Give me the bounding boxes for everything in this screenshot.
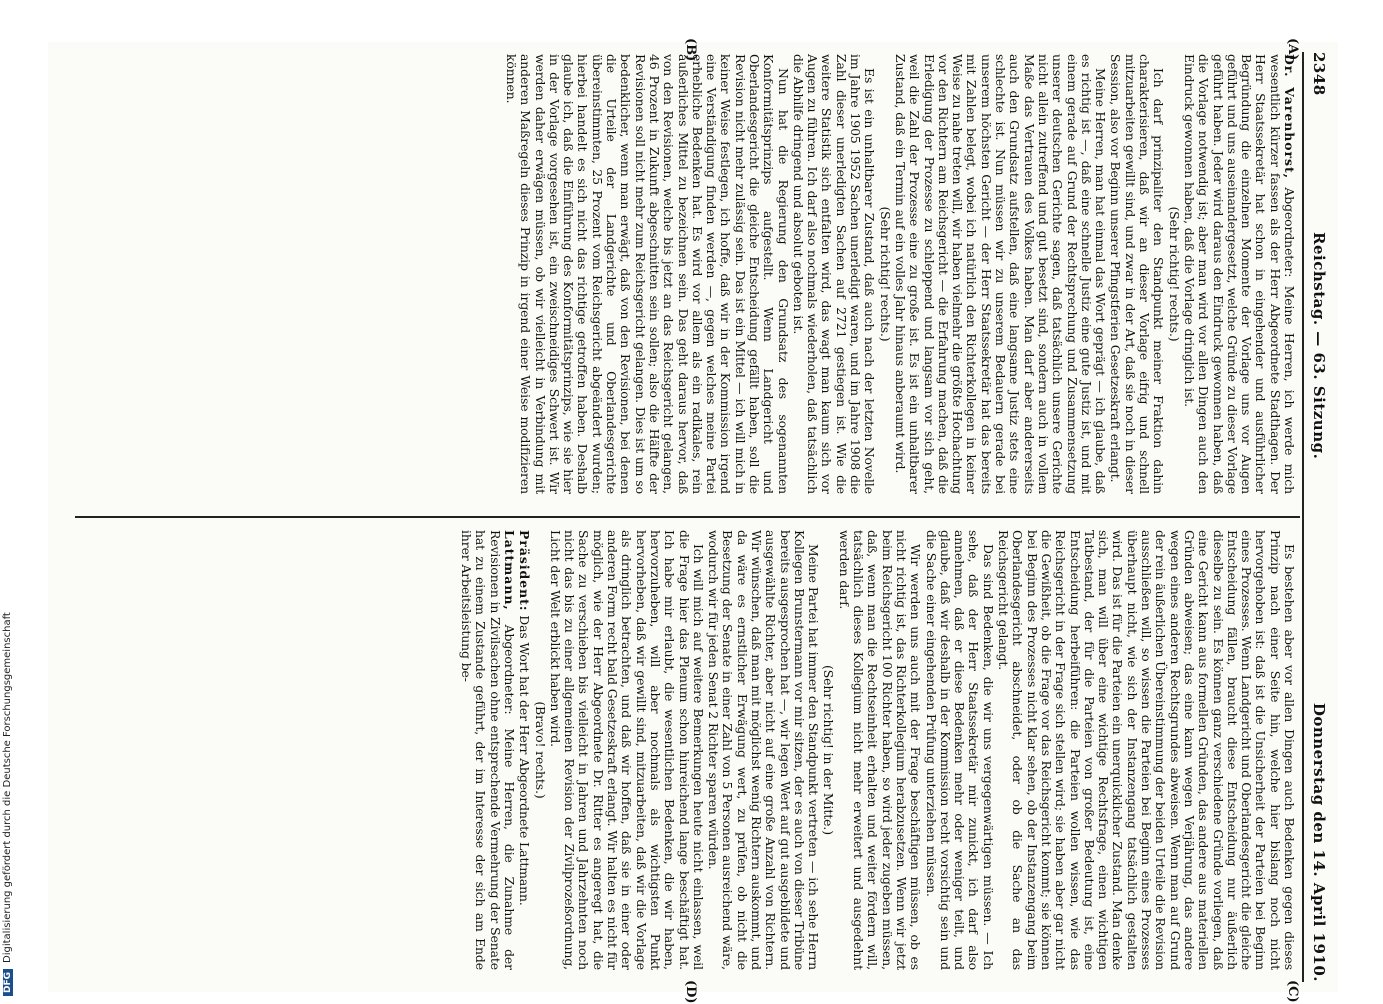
paragraph: Es bestehen aber vor allen Dingen auch Bedenken gegen dieses Prinzip nach einer Seite hin, welche hier bislang noch nicht hervorgehoben ist: daß ist die Unsicherheit der Parteien bei Beginn eines Prozesses. Wenn Landgericht und Oberlandesgericht die gleiche Entscheidung fällen, braucht diese Entscheidung nur äußerlich dieselbe zu sein. Es können ganz verschiedene Gründe vorliegen, daß eine Gericht kann aus formellen Gründen, das andere aus materiellen Gründen abweisen; das eine kann wegen Verjährung, das andere wegen eines anderen Rechtsgrundes abweisen. Wenn man auf Grund der rein äußerlichen Übereinstimmung der beiden Urteile die Revision ausschließen will, so wissen die Parteien bei Beginn eines Prozesses überhaupt nicht, wie sich der Instanzengang tatsächlich gestalten wird. Das ist für die Parteien ein unerquicklicher Zustand. Man denke sich, man will über eine wichtige Rechtsfrage, einen wichtigen Tatbestand, der für die Parteien von großer Bedeutung ist, eine Entscheidung herbeiführen: die Parteien wollen wissen, wie das Reichsgericht in der Frage sich stellen wird; sie haben aber gar nicht die Gewißheit, ob die Frage vor das Reichsgericht kommt; sie können bei Beginn des Prozesses nicht klar sehen, ob der Instanzengang beim Oberlandesgericht abschneidet, oder ob die Sache an das Reichsgericht gelangt. (996, 530, 1297, 970)
paragraph: Meine Partei hat immer den Standpunkt vertreten — ich sehe Herrn Kollegen Brunstermann vor mir sitzen, der es auch von dieser Tribüne bereits ausgesprochen hat —, wir legen Wert auf gut ausgebildete und ausgewählte Richter, aber nicht auf eine große Anzahl von Richtern. Wir wünschen, daß man mit möglichst wenig Richtern auskommt, und da wäre es ernstlicher Erwägung wert, zu prüfen, ob nicht die Besetzung der Senate in einer Zahl von 5 Personen ausreichend wäre, wodurch wir für jeden Senat 2 Richter sparen würden. (706, 530, 822, 970)
margin-marker-b: (B) (683, 38, 698, 62)
margin-marker-c: (C) (1285, 980, 1300, 1003)
credit-text: Digitalisierung gefördert durch die Deutsche Forschungsgemeinschaft (2, 612, 13, 963)
rotated-page-content (48, 38, 1338, 1004)
scanned-page (48, 38, 1338, 1004)
interjection: (Sehr richtig! in der Mitte.) (821, 665, 837, 835)
speaker-name: Lattmann, (501, 530, 517, 611)
left-column (503, 54, 1296, 494)
speech-text: Abgeordneter: Meine Herren, die Zunahme der Revisionen in Zivilsachen ohne entsprechende Vermehrung der Senate hat zu einem Zustande geführt, der im Interesse der sich am Ende ihrer Arbeitsleistung be- (459, 530, 517, 970)
speech-text: Das Wort hat der Herr Abgeordnete Lattmann. (517, 611, 533, 906)
speaker-name: Präsident: (517, 530, 533, 612)
margin-marker-d: (D) (683, 980, 698, 1004)
speaker-paragraph (1182, 54, 1296, 494)
page-header (1306, 52, 1328, 982)
header-rule (1302, 52, 1304, 982)
paragraph: Es ist ein unhaltbarer Zustand, daß auch nach der letzten Novelle im Jahre 1905 1952 Sachen unerledigt waren, und im Jahre 1908 die Zahl dieser unerledigten Sachen auf 2721 gestiegen ist. Wie die weitere Statistik sich entfalten wird, das wagt man kaum sich vor Augen zu führen. Ich darf also nochmals wiederholen, daß tatsächlich die Abhilfe dringend und absolut geboten ist. (790, 54, 878, 494)
paragraph: Ich darf prinzipaliter den Standpunkt meiner Fraktion dahin charakterisieren, daß wir an dieser Vorlage eifrig und schnell mitzuarbeiten gewillt sind, und zwar in der Art, daß sie noch in dieser Session, also vor Beginn unserer Pfingstferien Gesetzeskraft erlangt. (1108, 54, 1167, 494)
right-column (458, 530, 1296, 970)
paragraph: Nun hat die Regierung den Grundsatz des sogenannten Konformitätsprinzips aufgestellt. Wenn Landgericht und Oberlandesgericht die gleiche Entscheidung gefällt haben, soll die Revision nicht mehr zulässig sein. Das ist ein Mittel — ich will mich in keiner Weise festlegen, ich hoffe, daß wir in der Kommission irgend eine Verständigung finden werden —, gegen welches meine Partei erhebliche Bedenken hat. Es wird vor allem als ein radikales, rein äußerliches Mittel zu bezeichnen sein. Das geht daraus hervor, daß von den Revisionen, welche bis jetzt an das Reichsgericht gelangen, 46 Prozent in Zukunft abgeschnitten sein sollen; also die Hälfte der Revisionen soll nicht mehr zum Reichsgericht gelangen. Dies ist um so bedenklicher, wenn man erwägt, daß von den Revisionen, bei denen die Urteile der Landgerichte und Oberlandesgerichte übereinstimmten, 25 Prozent vom Reichsgericht abgeändert wurden; hierbei handelt es sich nicht das richtige getroffen haben. Deshalb glaube ich, daß die Einführung des Konformitätsprinzips, wie sie hier in der Vorlage vorgesehen ist, ein zweischneidiges Schwert ist. Wir werden daher erwägen müssen, ob wir vielleicht in Verbindung mit anderen Maßregeln dieses Prinzip in irgend einer Weise modifizieren können. (503, 54, 791, 494)
paragraph: Wir werden uns auch mit der Frage beschäftigen müssen, ob es nicht richtig ist, das Richterkollegium herabzusetzen. Wenn wir jetzt beim Reichsgericht 100 Richter haben, so wird jeder zugeben müssen, daß, wenn man die Rechtseinheit erhalten und weiter fördern will, tatsächlich dieses Kollegium nicht mehr erweitert und ausgedehnt werden darf. (836, 530, 924, 970)
session-date: Donnerstag den 14. April 1910. (1310, 702, 1328, 982)
interjection: (Bravo! rechts.) (532, 701, 548, 799)
margin-marker-a: (A) (1285, 38, 1300, 61)
running-title: Reichstag. — 63. Sitzung. (1310, 232, 1328, 460)
speaker-paragraph (459, 530, 516, 970)
speech-text: Abgeordneter: Meine Herren, ich werde mich wesentlich kürzer fassen als der Herr Abgeordnete Stadthagen. Der Herr Staatssekretär hat schon in eingehender und ausführlicher Begründung die einzelnen Momente der Vorlage uns vor Augen geführt und uns auseinandergesetzt, welche Gründe zu dieser Vorlage geführt haben. Jeder wird daraus den Eindruck gewonnen haben, daß die Vorlage notwendig ist; aber man wird vor allen Dingen auch den Eindruck gewonnen haben, daß die Vorlage dringlich ist. (1181, 54, 1297, 494)
page-number: 2348 (1310, 52, 1328, 96)
speaker-paragraph (517, 530, 531, 970)
interjection: (Sehr richtig! rechts.) (877, 206, 893, 342)
dfg-logo: DFG (3, 969, 13, 996)
column-divider (75, 516, 1300, 518)
paragraph: Meine Herren, man hat einmal das Wort geprägt — ich glaube, daß es richtig ist —, daß eine schnelle Justiz eine gute Justiz ist, und mit einem gerade auf Grund der Rechtsprechung und Zusammensetzung unserer deutschen Gerichte sagen, daß tatsächlich unsere Gerichte nicht allein zutreffend und gut besetzt sind, sondern auch in vollem Maße das Vertrauen des Volkes haben. Man darf aber andererseits auch den Grundsatz aufstellen, daß eine langsame Justiz stets eine schlechte ist. Nun müssen wir zu unserem Bedauern gerade bei unserem höchsten Gericht — der Herr Staatssekretär hat das bereits mit Zahlen belegt, wobei ich natürlich den Richterkollegen in keiner Weise zu nahe treten will, wir haben vielmehr die größte Hochachtung vor den Richtern am Reichsgericht — die Erfahrung machen, daß die Erledigung der Prozesse zu schleppend und langsam vor sich geht, weil die Zahl der Prozesse eine zu große ist. Es ist ein unhaltbarer Zustand, daß ein Termin auf ein volles Jahr hinaus anberaumt wird. (892, 54, 1109, 494)
speaker-name: Dr. Varenhorst, (1282, 54, 1297, 180)
digitization-credit (2, 6, 20, 996)
paragraph: Ich will mich auf weitere Bemerkungen heute nicht einlassen, weil die Frage hier das Plenum schon hinreichend lange beschäftigt hat. Ich habe mir erlaubt, die wesentlichen Bedenken, die wir haben, hervorzuheben, will aber nochmals als wichtigsten Punkt hervorheben, daß wir gewillt sind, mitzuarbeiten, daß wir die Vorlage als dringlich betrachten, und daß wir hoffen, daß sie in einer oder anderen Form recht bald Gesetzeskraft erlangt. Wir halten es nicht für möglich, wie der Herr Abgeordnete Dr. Ritter es angeregt hat, die Sache zu verschieben bis vielleicht in Jahren und Jahrzehnten noch nicht das bis zu einer allgemeinen Revision der Zivilprozeßordnung, Licht der Welt erblickt haben wird. (547, 530, 706, 970)
interjection: (Sehr richtig! rechts.) (1166, 206, 1182, 342)
paragraph: Das sind Bedenken, die wir uns vergegenwärtigen müssen. — Ich sehe, daß der Herr Staatssekretär mir zunickt, ich darf also annehmen, daß er diese Bedenken mehr oder weniger teilt, und glaube, daß wir deshalb in der Kommission recht vorsichtig sein und die Sache einer eingehenden Prüfung unterziehen müssen. (923, 530, 996, 970)
